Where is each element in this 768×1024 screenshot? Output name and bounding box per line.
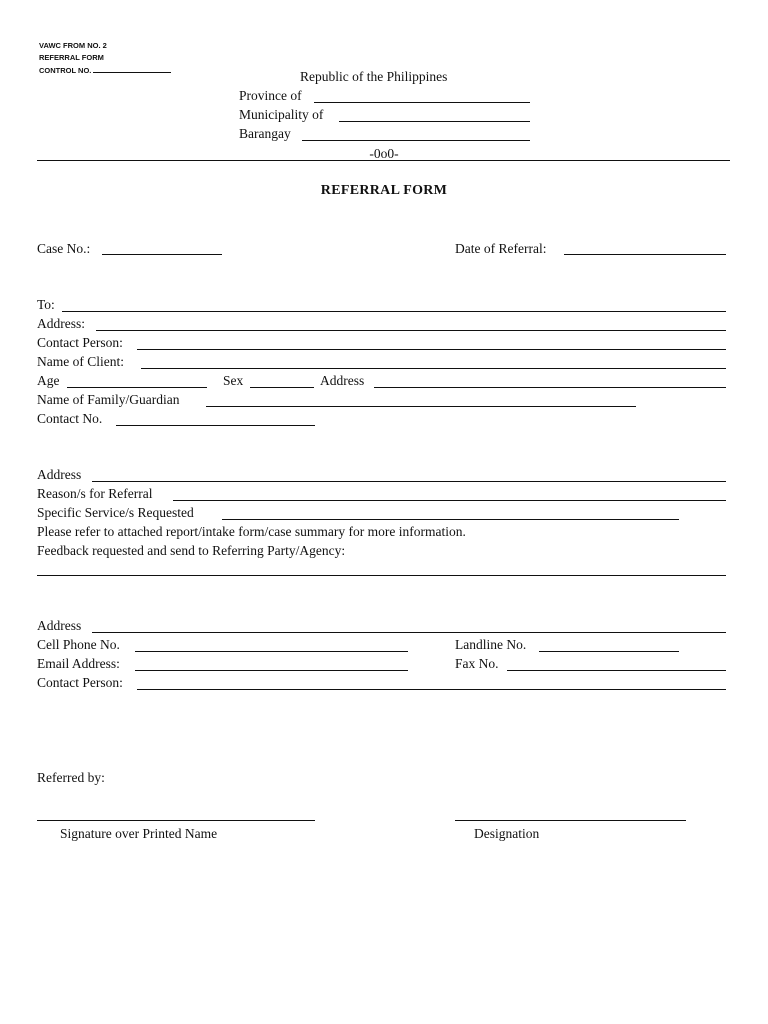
client-name-label: Name of Client: bbox=[37, 354, 124, 369]
feedback-label: Feedback requested and send to Referring Party/Agency: bbox=[37, 543, 346, 558]
control-number-text: CONTROL NO. bbox=[39, 66, 92, 75]
control-number-field[interactable] bbox=[93, 64, 171, 73]
barangay-field[interactable] bbox=[302, 140, 530, 141]
recipient-address-field[interactable] bbox=[96, 330, 726, 331]
cell-phone-field[interactable] bbox=[135, 651, 408, 652]
date-of-referral-label: Date of Referral: bbox=[455, 241, 547, 256]
services-field[interactable] bbox=[222, 519, 679, 520]
sex-label: Sex bbox=[223, 373, 244, 388]
signature-label: Signature over Printed Name bbox=[60, 826, 218, 841]
agency-address-label: Address bbox=[37, 618, 82, 633]
province-field[interactable] bbox=[314, 102, 530, 103]
age-field[interactable] bbox=[67, 387, 207, 388]
contact-no-label: Contact No. bbox=[37, 411, 103, 426]
services-label: Specific Service/s Requested bbox=[37, 505, 194, 520]
landline-field[interactable] bbox=[539, 651, 679, 652]
date-of-referral-field[interactable] bbox=[564, 254, 726, 255]
municipality-field[interactable] bbox=[339, 121, 530, 122]
control-number-label bbox=[39, 64, 171, 77]
province-label: Province of bbox=[239, 88, 302, 103]
signature-field[interactable] bbox=[37, 820, 315, 821]
designation-label: Designation bbox=[474, 826, 540, 841]
client-name-field[interactable] bbox=[141, 368, 726, 369]
referral-address-field[interactable] bbox=[92, 481, 726, 482]
to-label: To: bbox=[37, 297, 55, 312]
recipient-contact-person-field[interactable] bbox=[137, 349, 726, 350]
contact-no-field[interactable] bbox=[116, 425, 315, 426]
guardian-label: Name of Family/Guardian bbox=[37, 392, 180, 407]
attachment-note: Please refer to attached report/intake form/case summary for more information. bbox=[37, 524, 466, 539]
case-no-field[interactable] bbox=[102, 254, 222, 255]
municipality-label: Municipality of bbox=[239, 107, 324, 122]
client-address-label: Address bbox=[320, 373, 365, 388]
case-no-label: Case No.: bbox=[37, 241, 91, 256]
guardian-field[interactable] bbox=[206, 406, 636, 407]
referred-by-label: Referred by: bbox=[37, 770, 105, 785]
agency-contact-person-field[interactable] bbox=[137, 689, 726, 690]
republic-heading: Republic of the Philippines bbox=[300, 69, 448, 84]
fax-field[interactable] bbox=[507, 670, 726, 671]
client-address-field[interactable] bbox=[374, 387, 726, 388]
email-field[interactable] bbox=[135, 670, 408, 671]
form-number: VAWC FROM NO. 2 bbox=[39, 41, 107, 50]
agency-contact-person-label: Contact Person: bbox=[37, 675, 123, 690]
agency-address-field[interactable] bbox=[92, 632, 726, 633]
referral-address-label: Address bbox=[37, 467, 82, 482]
cell-phone-label: Cell Phone No. bbox=[37, 637, 120, 652]
form-name: REFERRAL FORM bbox=[39, 53, 104, 62]
barangay-label: Barangay bbox=[239, 126, 291, 141]
email-label: Email Address: bbox=[37, 656, 120, 671]
reason-field[interactable] bbox=[173, 500, 726, 501]
age-label: Age bbox=[37, 373, 60, 388]
recipient-address-label: Address: bbox=[37, 316, 85, 331]
page-title: REFERRAL FORM bbox=[320, 183, 448, 198]
feedback-field[interactable] bbox=[37, 575, 726, 576]
landline-label: Landline No. bbox=[455, 637, 527, 652]
sex-field[interactable] bbox=[250, 387, 314, 388]
to-field[interactable] bbox=[62, 311, 726, 312]
designation-field[interactable] bbox=[455, 820, 686, 821]
recipient-contact-person-label: Contact Person: bbox=[37, 335, 123, 350]
fax-label: Fax No. bbox=[455, 656, 499, 671]
separator-mark: -0o0- bbox=[369, 146, 399, 161]
reason-label: Reason/s for Referral bbox=[37, 486, 153, 501]
